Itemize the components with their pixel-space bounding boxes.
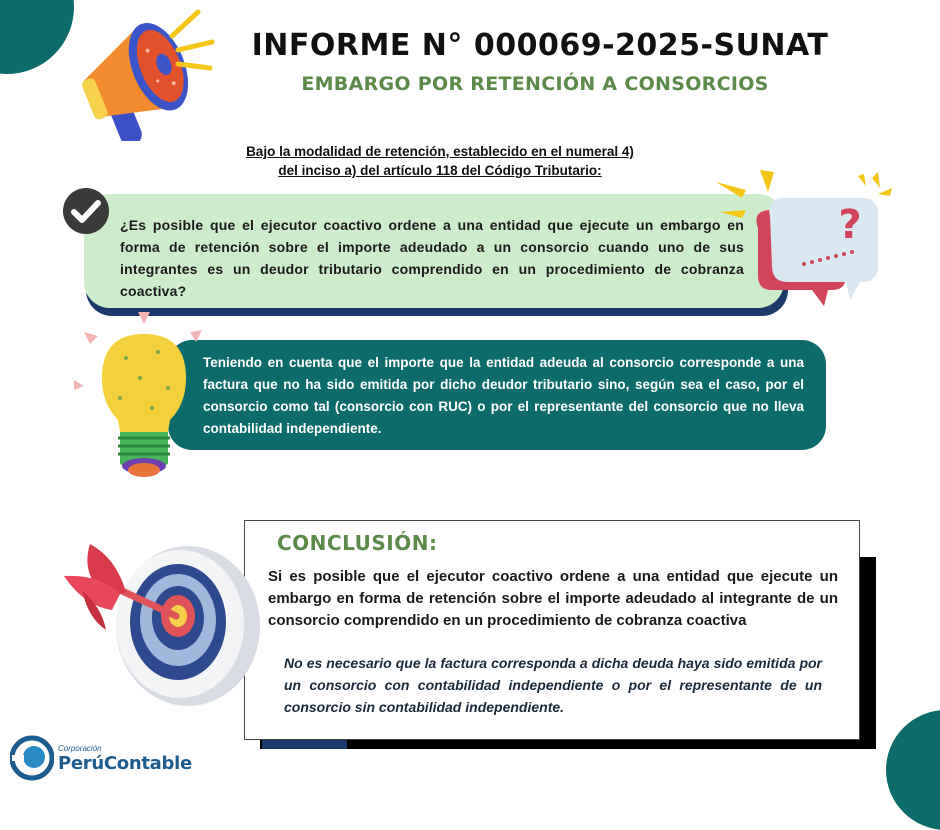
conclusion-shadow-accent xyxy=(262,739,347,749)
conclusion-text: Si es posible que el ejecutor coactivo ordene a una entidad que ejecute un embargo en forma de retención sobre el importe adeudado al integrante de un consorcio comprendido en un procedimiento de cobranza coactiva xyxy=(268,568,838,629)
target-dart-icon xyxy=(60,538,262,708)
logo-subtitle: Corporación xyxy=(58,744,102,753)
intro-line-2: del inciso a) del artículo 118 del Código Tributario: xyxy=(278,163,602,178)
peru-contable-logo-icon xyxy=(10,735,54,781)
conclusion-title: CONCLUSIÓN: xyxy=(277,531,438,555)
page-title: INFORME N° 000069-2025-SUNAT xyxy=(251,28,829,63)
megaphone-icon xyxy=(68,6,218,141)
intro-line-1: Bajo la modalidad de retención, establecido en el numeral 4) xyxy=(246,144,634,159)
answer-text: Teniendo en cuenta que el importe que la entidad adeuda al consorcio corresponde a una factura que no ha sido emitida por dicho deudor tributario sino, según sea el caso, por el consorcio como tal (consorcio con RUC) o por el representante del consorcio que no lleva contabilidad independiente. xyxy=(203,355,804,436)
lightbulb-icon xyxy=(70,308,210,484)
page-subtitle: EMBARGO POR RETENCIÓN A CONSORCIOS xyxy=(301,73,769,95)
question-text: ¿Es posible que el ejecutor coactivo ordene a una entidad que ejecute un embargo en forma de retención sobre el importe adeudado a un consorcio cuando uno de sus integrantes es un deudor tributario comprendido en un procedimiento de cobranza coactiva? xyxy=(120,217,744,299)
corner-circle-bottom-right xyxy=(886,710,940,830)
corner-circle-top-left xyxy=(0,0,74,74)
logo-name: PerúContable xyxy=(58,753,192,774)
intro-text xyxy=(200,142,680,180)
svg-text:?: ? xyxy=(838,202,862,248)
conclusion-note: No es necesario que la factura corresponda a dicha deuda haya sido emitida por un consorcio con contabilidad independiente o por el representante de un consorcio sin contabilidad independiente. xyxy=(284,655,822,715)
question-bubble-icon xyxy=(712,166,898,314)
check-icon xyxy=(63,188,109,234)
